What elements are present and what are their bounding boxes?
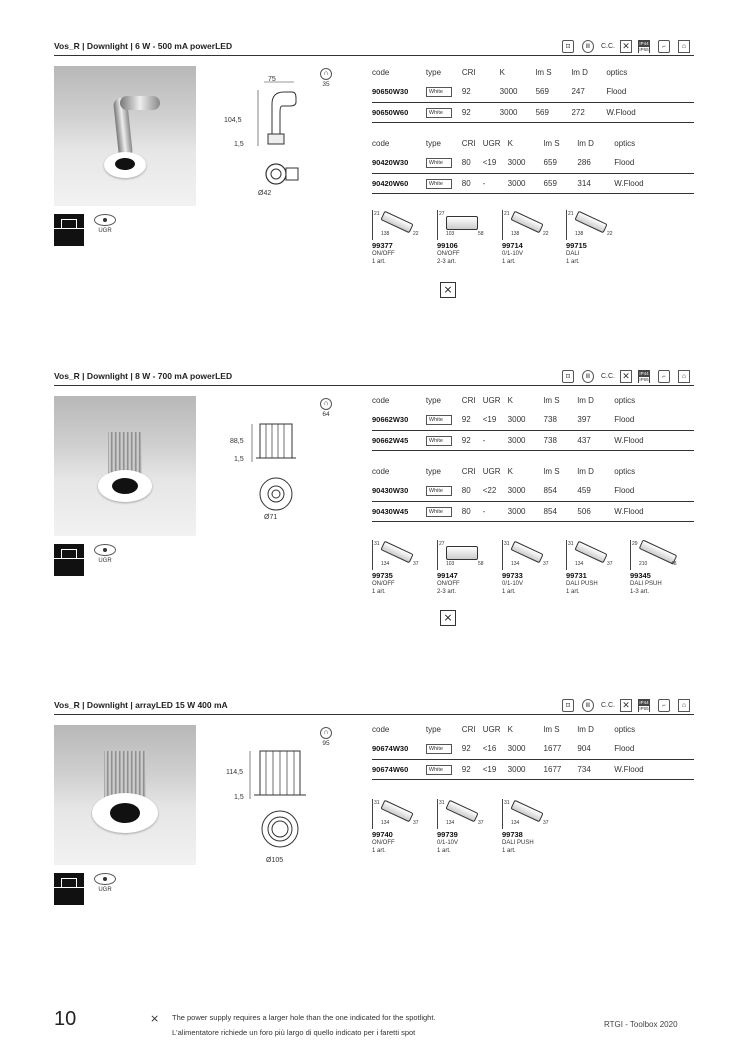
driver-item: 31 134 37 99739 0/1-10V 1 art. xyxy=(437,799,497,855)
table-header: code type CRI UGR K lm S lm D optics xyxy=(372,138,636,148)
driver-included-icon: ⊡ xyxy=(562,40,574,53)
flush-mount-icon: ⌐ xyxy=(658,370,670,383)
table-row: 90650W30 White 92 3000 569 247 Flood xyxy=(372,82,694,102)
eye-icon xyxy=(94,214,116,226)
cc-label: C.C. xyxy=(601,373,615,380)
table-row: 90420W60 White 80 - 3000 659 314 W.Flood xyxy=(372,173,694,193)
driver-item: 31 134 37 99735 ON/OFF 1 art. xyxy=(372,540,432,596)
spec-table-2 xyxy=(372,461,694,522)
driver-icon: 31 134 37 xyxy=(502,799,556,829)
section-title: Vos_R | Downlight | arrayLED 15 W 400 mA xyxy=(54,700,228,710)
driver-item: 31 134 37 99733 0/1-10V 1 art. xyxy=(502,540,562,596)
product-photo xyxy=(54,396,196,536)
eye-icon xyxy=(94,873,116,885)
table-row: 90430W45 White 80 - 3000 854 506 W.Flood xyxy=(372,501,694,521)
driver-item: 27 103 58 99106 ON/OFF 2-3 art. xyxy=(437,210,497,266)
dim-depth: 1,5 xyxy=(234,141,244,148)
table-row: 90674W30 White 92 <16 3000 1677 904 Flood xyxy=(372,739,694,759)
product-section-2 xyxy=(54,368,694,668)
driver-item: 21 138 22 99714 0/1-10V 1 art. xyxy=(502,210,562,266)
ugr-badge: UGR xyxy=(90,873,120,893)
no-cover-icon: ✕ xyxy=(620,40,632,53)
cc-label: C.C. xyxy=(601,702,615,709)
section-header xyxy=(54,38,694,56)
dim-diameter: Ø42 xyxy=(258,190,272,197)
table-row: 90650W60 White 92 3000 569 272 W.Flood xyxy=(372,102,694,122)
driver-icon: 21 138 22 xyxy=(372,210,426,240)
driver-icon: 29 210 48 xyxy=(630,540,684,570)
table-row: 90662W30 White 92 <19 3000 738 397 Flood xyxy=(372,410,694,430)
dimension-drawing xyxy=(244,743,324,863)
dim-diameter: Ø71 xyxy=(264,514,278,521)
table-header: code type CRI K lm S lm D optics xyxy=(372,67,628,77)
footer-note xyxy=(172,1010,436,1040)
table-header: code type CRI UGR K lm S lm D optics xyxy=(372,395,636,405)
no-cover-icon: ✕ xyxy=(620,370,632,383)
section-title: Vos_R | Downlight | 8 W - 700 mA powerLED xyxy=(54,371,233,381)
dim-diameter: Ø105 xyxy=(266,857,284,864)
flush-mount-icon: ⌐ xyxy=(658,699,670,712)
table-row: 90662W45 White 92 - 3000 738 437 W.Flood xyxy=(372,430,694,450)
page-number: 10 xyxy=(54,1008,77,1030)
ip-rating-icon: IP44 IP65 xyxy=(639,40,649,52)
beam-angle: ∩ 95 xyxy=(316,727,336,747)
no-cover-icon: ✕ xyxy=(620,699,632,712)
section-header xyxy=(54,368,694,386)
spec-table-1 xyxy=(372,719,694,780)
footer-note-en: The power supply requires a larger hole than the one indicated for the spotlight. xyxy=(172,1013,436,1022)
ugr-badge: UGR xyxy=(90,214,120,234)
beam-angle-icon: ∩ xyxy=(320,68,332,80)
beam-angle-icon: ∩ xyxy=(320,727,332,739)
larger-hole-icon: ⨯ xyxy=(440,610,456,626)
table-header: code type CRI UGR K lm S lm D optics xyxy=(372,466,636,476)
indoor-icon: ⌂ xyxy=(678,40,690,53)
product-section-1 xyxy=(54,38,694,338)
recessed-icon xyxy=(54,544,84,576)
driver-item: 31 134 37 99738 DALI PUSH 1 art. xyxy=(502,799,562,855)
dim-depth: 1,5 xyxy=(234,794,244,801)
product-photo xyxy=(54,66,196,206)
driver-icon: 27 103 58 xyxy=(437,210,491,240)
class-iii-icon: Ⅲ xyxy=(582,699,594,712)
driver-icon: 27 103 58 xyxy=(437,540,491,570)
class-iii-icon: Ⅲ xyxy=(582,370,594,383)
footer-note-it: L'alimentatore richiede un foro più largo di quello indicato per i faretti spot xyxy=(172,1028,416,1037)
flush-mount-icon: ⌐ xyxy=(658,40,670,53)
recessed-icon xyxy=(54,214,84,246)
driver-item: 29 210 48 99345 DALI PSUH 1-3 art. xyxy=(630,540,690,596)
recessed-icon xyxy=(54,873,84,905)
ugr-badge: UGR xyxy=(90,544,120,564)
class-iii-icon: Ⅲ xyxy=(582,40,594,53)
dimension-drawing xyxy=(244,416,314,526)
driver-icon: 21 138 22 xyxy=(566,210,620,240)
driver-item: 21 138 22 99377 ON/OFF 1 art. xyxy=(372,210,432,266)
spec-table-1 xyxy=(372,390,694,451)
driver-icon: 31 134 37 xyxy=(372,540,426,570)
driver-item: 27 103 58 99147 ON/OFF 2-3 art. xyxy=(437,540,497,596)
section-title: Vos_R | Downlight | 6 W - 500 mA powerLED xyxy=(54,41,233,51)
dim-depth: 1,5 xyxy=(234,456,244,463)
section-header xyxy=(54,697,694,715)
product-section-3 xyxy=(54,697,694,917)
driver-icon: 31 134 37 xyxy=(372,799,426,829)
driver-icon: 31 134 37 xyxy=(502,540,556,570)
dim-width: 75 xyxy=(268,76,276,83)
cc-label: C.C. xyxy=(601,43,615,50)
beam-angle: ∩ 35 xyxy=(316,68,336,88)
beam-angle: ∩ 64 xyxy=(316,398,336,418)
ip-rating-icon: IP44 IP65 xyxy=(639,699,649,711)
dimension-drawing xyxy=(244,74,314,204)
driver-included-icon: ⊡ xyxy=(562,699,574,712)
dim-height: 104,5 xyxy=(224,117,242,124)
dim-height: 88,5 xyxy=(230,438,244,445)
driver-item: 31 134 37 99740 ON/OFF 1 art. xyxy=(372,799,432,855)
larger-hole-icon: ⨯ xyxy=(150,1013,160,1025)
ip-rating-icon: IP44 IP65 xyxy=(639,370,649,382)
table-row: 90420W30 White 80 <19 3000 659 286 Flood xyxy=(372,153,694,173)
driver-included-icon: ⊡ xyxy=(562,370,574,383)
driver-item: 31 134 37 99731 DALI PUSH 1 art. xyxy=(566,540,626,596)
driver-icon: 31 134 37 xyxy=(566,540,620,570)
indoor-icon: ⌂ xyxy=(678,370,690,383)
table-row: 90430W30 White 80 <22 3000 854 459 Flood xyxy=(372,481,694,501)
indoor-icon: ⌂ xyxy=(678,699,690,712)
driver-item: 21 138 22 99715 DALI 1 art. xyxy=(566,210,626,266)
table-header: code type CRI UGR K lm S lm D optics xyxy=(372,724,636,734)
spec-table-2 xyxy=(372,133,694,194)
product-photo xyxy=(54,725,196,865)
dim-height: 114,5 xyxy=(226,769,243,776)
catalog-brand: RTGI - Toolbox 2020 xyxy=(604,1020,678,1029)
beam-angle-icon: ∩ xyxy=(320,398,332,410)
table-row: 90674W60 White 92 <19 3000 1677 734 W.Flood xyxy=(372,759,694,779)
driver-icon: 21 138 22 xyxy=(502,210,556,240)
driver-icon: 31 134 37 xyxy=(437,799,491,829)
larger-hole-icon: ⨯ xyxy=(440,282,456,298)
spec-table-1 xyxy=(372,62,694,123)
eye-icon xyxy=(94,544,116,556)
